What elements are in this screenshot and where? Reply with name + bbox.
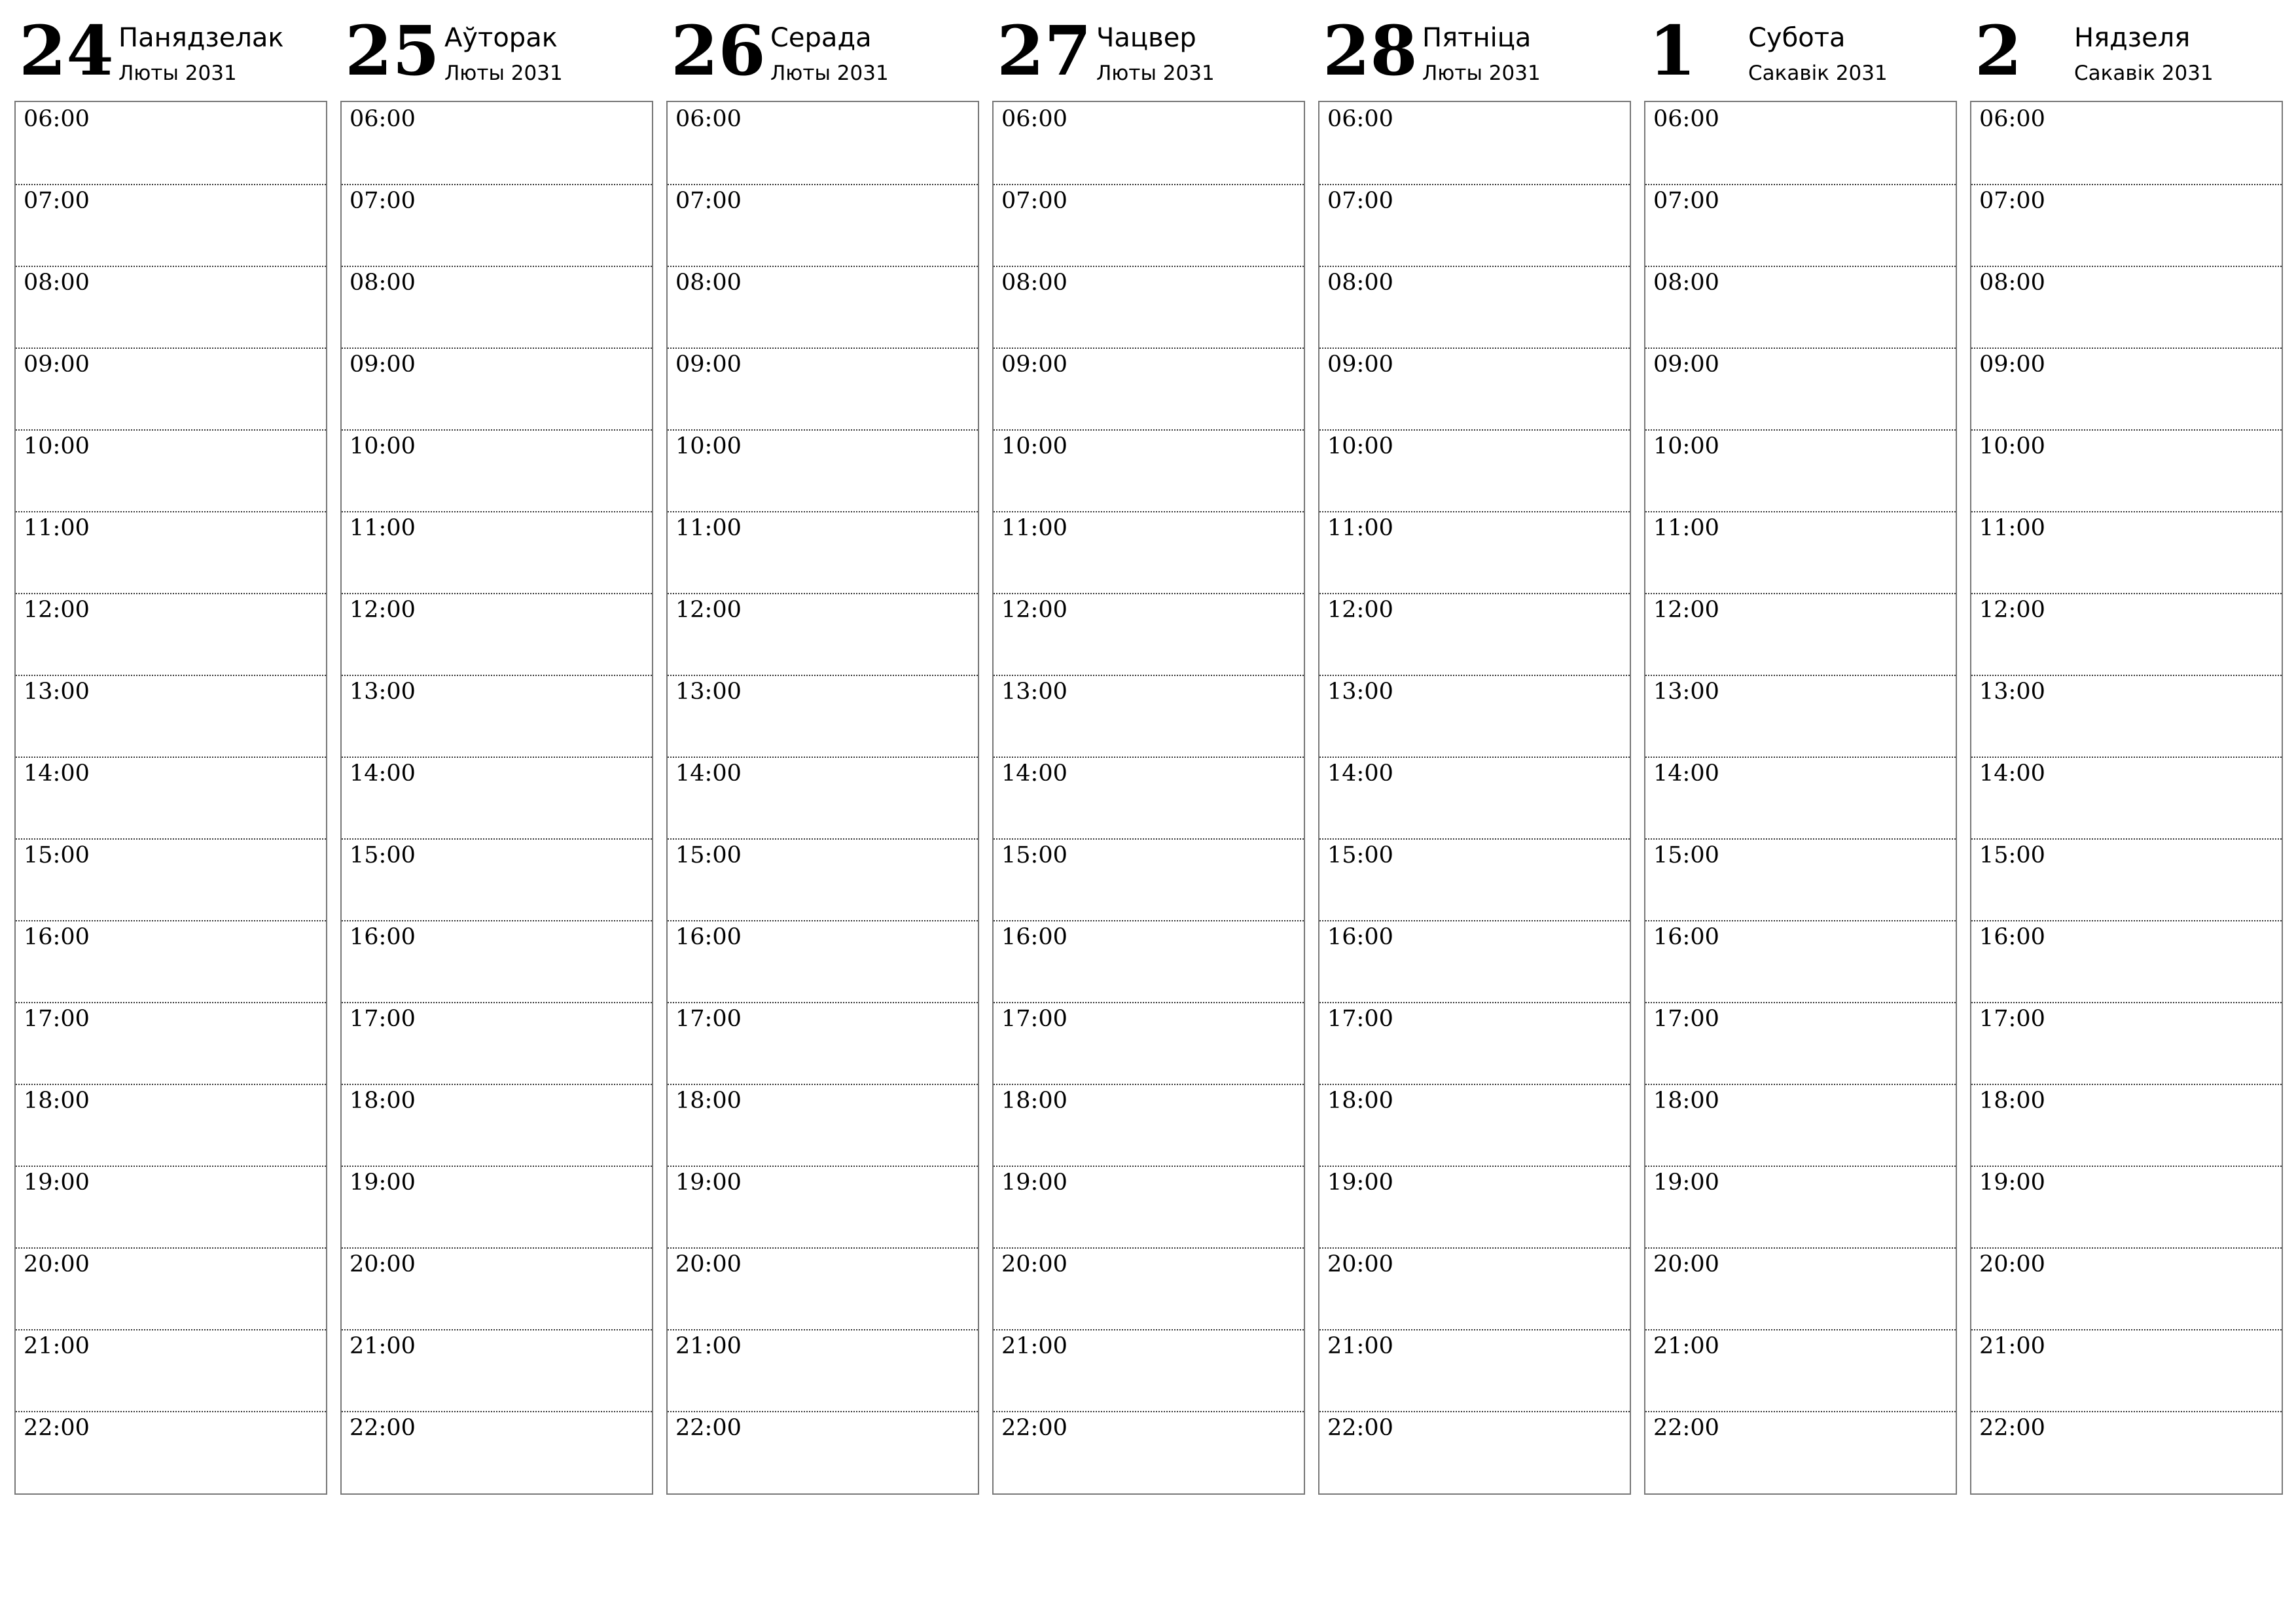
time-slot[interactable] [1319, 757, 1630, 840]
time-label: 12:00 [1001, 597, 1067, 623]
time-slot[interactable] [1319, 429, 1630, 512]
time-slot[interactable] [16, 1247, 326, 1330]
time-slot[interactable] [1645, 429, 1956, 512]
time-slot[interactable] [994, 511, 1304, 594]
time-label: 11:00 [1001, 515, 1067, 541]
time-slot[interactable] [1645, 838, 1956, 921]
time-label: 20:00 [1979, 1251, 2045, 1277]
time-label: 09:00 [24, 351, 90, 378]
time-slot[interactable] [1645, 1166, 1956, 1249]
time-label: 11:00 [1979, 515, 2045, 541]
time-label: 18:00 [1979, 1088, 2045, 1114]
time-label: 16:00 [675, 924, 742, 950]
time-label: 21:00 [675, 1333, 742, 1359]
time-label: 06:00 [675, 106, 742, 132]
time-slot[interactable] [1645, 1329, 1956, 1412]
time-label: 20:00 [24, 1251, 90, 1277]
time-slot[interactable] [668, 757, 978, 840]
time-slot[interactable] [1645, 920, 1956, 1003]
time-label: 11:00 [350, 515, 416, 541]
time-label: 17:00 [675, 1006, 742, 1032]
time-label: 13:00 [1979, 679, 2045, 705]
time-label: 21:00 [350, 1333, 416, 1359]
time-label: 07:00 [675, 188, 742, 214]
time-label: 13:00 [24, 679, 90, 705]
time-slot[interactable] [342, 429, 652, 512]
time-slot[interactable] [16, 184, 326, 267]
time-label: 17:00 [1653, 1006, 1719, 1032]
time-label: 20:00 [350, 1251, 416, 1277]
time-label: 13:00 [675, 679, 742, 705]
time-slot[interactable] [1971, 838, 2282, 921]
time-label: 15:00 [350, 842, 416, 868]
time-label: 11:00 [1327, 515, 1393, 541]
time-slot[interactable] [994, 1247, 1304, 1330]
day-number: 24 [19, 10, 114, 91]
time-label: 13:00 [1001, 679, 1067, 705]
time-slot[interactable] [16, 1166, 326, 1249]
time-label: 14:00 [1979, 760, 2045, 787]
time-label: 12:00 [1979, 597, 2045, 623]
time-slot[interactable] [1971, 511, 2282, 594]
time-slot[interactable] [16, 348, 326, 431]
time-label: 16:00 [24, 924, 90, 950]
day-header [1970, 0, 2283, 98]
time-slot[interactable] [342, 511, 652, 594]
time-label: 19:00 [24, 1169, 90, 1196]
time-slot[interactable] [16, 1329, 326, 1412]
time-label: 10:00 [1327, 433, 1393, 459]
time-label: 16:00 [1327, 924, 1393, 950]
time-slot[interactable] [1645, 1247, 1956, 1330]
time-slot[interactable] [1645, 757, 1956, 840]
day-number: 28 [1323, 10, 1418, 91]
time-slot[interactable] [1971, 102, 2282, 185]
month-year: Люты 2031 [118, 62, 237, 85]
time-slot[interactable] [16, 593, 326, 676]
time-slot[interactable] [1319, 266, 1630, 349]
time-label: 08:00 [675, 270, 742, 296]
time-label: 12:00 [1653, 597, 1719, 623]
time-label: 11:00 [24, 515, 90, 541]
time-label: 10:00 [1653, 433, 1719, 459]
time-label: 22:00 [675, 1415, 742, 1441]
time-slot[interactable] [668, 102, 978, 185]
time-slot[interactable] [1971, 1329, 2282, 1412]
time-slot[interactable] [342, 593, 652, 676]
time-slot[interactable] [994, 429, 1304, 512]
time-label: 06:00 [350, 106, 416, 132]
time-slot[interactable] [1971, 675, 2282, 758]
time-label: 13:00 [1327, 679, 1393, 705]
time-slot[interactable] [1971, 1002, 2282, 1085]
time-label: 20:00 [1653, 1251, 1719, 1277]
month-year: Сакавік 2031 [1748, 62, 1888, 85]
weekday-name: Нядзеля [2074, 23, 2191, 53]
time-slot[interactable] [16, 511, 326, 594]
time-label: 07:00 [1001, 188, 1067, 214]
time-label: 09:00 [1979, 351, 2045, 378]
time-slot[interactable] [668, 266, 978, 349]
time-slot[interactable] [994, 1166, 1304, 1249]
time-label: 06:00 [1327, 106, 1393, 132]
time-slot[interactable] [1645, 1411, 1956, 1493]
time-slot[interactable] [1319, 1247, 1630, 1330]
day-header [666, 0, 979, 98]
weekday-name: Чацвер [1096, 23, 1196, 53]
time-label: 09:00 [350, 351, 416, 378]
weekday-name: Серада [770, 23, 872, 53]
time-slot[interactable] [668, 184, 978, 267]
time-label: 13:00 [1653, 679, 1719, 705]
time-slot[interactable] [668, 593, 978, 676]
time-label: 20:00 [1327, 1251, 1393, 1277]
weekday-name: Субота [1748, 23, 1846, 53]
time-label: 22:00 [1001, 1415, 1067, 1441]
time-label: 16:00 [1979, 924, 2045, 950]
time-slot[interactable] [668, 1002, 978, 1085]
time-slot[interactable] [1319, 1411, 1630, 1493]
time-label: 08:00 [24, 270, 90, 296]
day-header [1318, 0, 1631, 98]
day-number: 2 [1975, 10, 2022, 91]
day-header [14, 0, 327, 98]
time-slot[interactable] [994, 1002, 1304, 1085]
time-label: 14:00 [1327, 760, 1393, 787]
time-label: 18:00 [1001, 1088, 1067, 1114]
time-label: 18:00 [1327, 1088, 1393, 1114]
time-slot[interactable] [342, 675, 652, 758]
time-label: 19:00 [1327, 1169, 1393, 1196]
time-label: 17:00 [1979, 1006, 2045, 1032]
time-slot[interactable] [16, 429, 326, 512]
time-label: 19:00 [1653, 1169, 1719, 1196]
time-label: 17:00 [24, 1006, 90, 1032]
time-slot[interactable] [994, 757, 1304, 840]
time-slot[interactable] [668, 838, 978, 921]
time-slot[interactable] [668, 1247, 978, 1330]
day-header [1644, 0, 1957, 98]
month-year: Люты 2031 [1422, 62, 1541, 85]
time-label: 17:00 [1001, 1006, 1067, 1032]
time-slot[interactable] [1971, 429, 2282, 512]
time-slot[interactable] [342, 757, 652, 840]
time-slot[interactable] [1971, 184, 2282, 267]
time-label: 08:00 [350, 270, 416, 296]
time-label: 20:00 [675, 1251, 742, 1277]
time-slot[interactable] [1971, 920, 2282, 1003]
time-label: 06:00 [1653, 106, 1719, 132]
time-label: 22:00 [350, 1415, 416, 1441]
day-header [340, 0, 653, 98]
time-label: 09:00 [1327, 351, 1393, 378]
time-slot[interactable] [1319, 1329, 1630, 1412]
time-label: 13:00 [350, 679, 416, 705]
day-header [992, 0, 1305, 98]
time-label: 14:00 [24, 760, 90, 787]
time-label: 21:00 [1001, 1333, 1067, 1359]
time-slot[interactable] [1971, 1247, 2282, 1330]
time-label: 21:00 [1653, 1333, 1719, 1359]
time-label: 18:00 [350, 1088, 416, 1114]
weekday-name: Панядзелак [118, 23, 284, 53]
time-slot[interactable] [668, 429, 978, 512]
time-slot[interactable] [1319, 1002, 1630, 1085]
time-label: 12:00 [675, 597, 742, 623]
time-label: 09:00 [1653, 351, 1719, 378]
time-slot[interactable] [1971, 1084, 2282, 1167]
time-slot[interactable] [668, 348, 978, 431]
hour-grid [1970, 101, 2283, 1495]
time-slot[interactable] [1971, 348, 2282, 431]
time-label: 15:00 [24, 842, 90, 868]
time-label: 09:00 [1001, 351, 1067, 378]
time-slot[interactable] [342, 1329, 652, 1412]
time-slot[interactable] [1971, 1166, 2282, 1249]
weekday-name: Аўторак [444, 23, 558, 53]
time-slot[interactable] [994, 1084, 1304, 1167]
time-label: 07:00 [1979, 188, 2045, 214]
time-slot[interactable] [16, 1002, 326, 1085]
time-label: 12:00 [1327, 597, 1393, 623]
time-label: 10:00 [24, 433, 90, 459]
time-label: 10:00 [675, 433, 742, 459]
time-label: 08:00 [1001, 270, 1067, 296]
time-label: 06:00 [1979, 106, 2045, 132]
hour-grid [1318, 101, 1631, 1495]
time-slot[interactable] [668, 1084, 978, 1167]
time-label: 20:00 [1001, 1251, 1067, 1277]
time-slot[interactable] [1971, 593, 2282, 676]
time-slot[interactable] [1319, 1166, 1630, 1249]
time-label: 21:00 [24, 1333, 90, 1359]
time-label: 07:00 [350, 188, 416, 214]
hour-grid [14, 101, 327, 1495]
hour-grid [666, 101, 979, 1495]
time-slot[interactable] [342, 1247, 652, 1330]
time-label: 19:00 [1979, 1169, 2045, 1196]
month-year: Люты 2031 [444, 62, 563, 85]
time-label: 11:00 [675, 515, 742, 541]
time-label: 14:00 [1001, 760, 1067, 787]
time-label: 18:00 [1653, 1088, 1719, 1114]
time-slot[interactable] [16, 1411, 326, 1493]
time-slot[interactable] [16, 838, 326, 921]
time-slot[interactable] [994, 184, 1304, 267]
time-label: 19:00 [350, 1169, 416, 1196]
time-label: 22:00 [1979, 1415, 2045, 1441]
time-label: 12:00 [24, 597, 90, 623]
time-slot[interactable] [668, 1329, 978, 1412]
time-slot[interactable] [1319, 102, 1630, 185]
time-slot[interactable] [342, 920, 652, 1003]
time-slot[interactable] [342, 266, 652, 349]
time-slot[interactable] [994, 920, 1304, 1003]
time-slot[interactable] [1319, 593, 1630, 676]
time-label: 22:00 [1327, 1415, 1393, 1441]
time-slot[interactable] [1319, 511, 1630, 594]
day-number: 26 [671, 10, 766, 91]
time-slot[interactable] [994, 1329, 1304, 1412]
time-slot[interactable] [1319, 184, 1630, 267]
time-slot[interactable] [668, 675, 978, 758]
time-slot[interactable] [994, 593, 1304, 676]
time-slot[interactable] [1971, 266, 2282, 349]
time-slot[interactable] [342, 1411, 652, 1493]
time-label: 16:00 [1653, 924, 1719, 950]
time-slot[interactable] [994, 348, 1304, 431]
time-slot[interactable] [1645, 511, 1956, 594]
time-slot[interactable] [994, 675, 1304, 758]
time-label: 15:00 [1327, 842, 1393, 868]
time-label: 07:00 [1653, 188, 1719, 214]
time-label: 07:00 [1327, 188, 1393, 214]
time-label: 06:00 [1001, 106, 1067, 132]
time-label: 10:00 [1979, 433, 2045, 459]
time-slot[interactable] [16, 102, 326, 185]
time-label: 15:00 [1001, 842, 1067, 868]
time-label: 09:00 [675, 351, 742, 378]
hour-grid [992, 101, 1305, 1495]
time-slot[interactable] [668, 920, 978, 1003]
time-label: 22:00 [24, 1415, 90, 1441]
time-label: 19:00 [1001, 1169, 1067, 1196]
time-slot[interactable] [1971, 1411, 2282, 1493]
time-label: 07:00 [24, 188, 90, 214]
day-number: 27 [997, 10, 1092, 91]
time-slot[interactable] [16, 920, 326, 1003]
time-slot[interactable] [342, 184, 652, 267]
time-label: 21:00 [1327, 1333, 1393, 1359]
time-label: 10:00 [350, 433, 416, 459]
time-slot[interactable] [342, 838, 652, 921]
time-slot[interactable] [1645, 266, 1956, 349]
day-number: 1 [1649, 10, 1696, 91]
time-slot[interactable] [1319, 348, 1630, 431]
time-slot[interactable] [1319, 920, 1630, 1003]
time-label: 19:00 [675, 1169, 742, 1196]
hour-grid [340, 101, 653, 1495]
time-slot[interactable] [994, 838, 1304, 921]
time-slot[interactable] [1645, 1002, 1956, 1085]
time-label: 22:00 [1653, 1415, 1719, 1441]
time-label: 08:00 [1653, 270, 1719, 296]
month-year: Люты 2031 [1096, 62, 1215, 85]
time-slot[interactable] [1319, 675, 1630, 758]
time-slot[interactable] [1645, 102, 1956, 185]
time-slot[interactable] [1319, 838, 1630, 921]
time-slot[interactable] [342, 102, 652, 185]
time-slot[interactable] [342, 1166, 652, 1249]
time-label: 17:00 [350, 1006, 416, 1032]
time-label: 08:00 [1327, 270, 1393, 296]
time-label: 14:00 [1653, 760, 1719, 787]
time-label: 14:00 [675, 760, 742, 787]
time-label: 15:00 [675, 842, 742, 868]
time-slot[interactable] [1971, 757, 2282, 840]
time-slot[interactable] [1645, 593, 1956, 676]
time-label: 06:00 [24, 106, 90, 132]
time-slot[interactable] [1645, 1084, 1956, 1167]
time-slot[interactable] [1645, 675, 1956, 758]
time-slot[interactable] [994, 1411, 1304, 1493]
time-label: 16:00 [1001, 924, 1067, 950]
hour-grid [1644, 101, 1957, 1495]
time-slot[interactable] [342, 1002, 652, 1085]
time-slot[interactable] [1319, 1084, 1630, 1167]
time-label: 10:00 [1001, 433, 1067, 459]
month-year: Люты 2031 [770, 62, 889, 85]
time-slot[interactable] [342, 1084, 652, 1167]
time-slot[interactable] [994, 102, 1304, 185]
time-label: 11:00 [1653, 515, 1719, 541]
time-label: 18:00 [24, 1088, 90, 1114]
time-slot[interactable] [16, 1084, 326, 1167]
time-label: 08:00 [1979, 270, 2045, 296]
month-year: Сакавік 2031 [2074, 62, 2214, 85]
time-slot[interactable] [994, 266, 1304, 349]
time-label: 15:00 [1979, 842, 2045, 868]
time-slot[interactable] [1645, 184, 1956, 267]
time-slot[interactable] [668, 1166, 978, 1249]
day-number: 25 [345, 10, 440, 91]
time-slot[interactable] [16, 675, 326, 758]
weekday-name: Пятніца [1422, 23, 1532, 53]
time-label: 17:00 [1327, 1006, 1393, 1032]
time-slot[interactable] [668, 1411, 978, 1493]
time-label: 16:00 [350, 924, 416, 950]
time-slot[interactable] [16, 266, 326, 349]
time-slot[interactable] [16, 757, 326, 840]
time-label: 14:00 [350, 760, 416, 787]
time-label: 18:00 [675, 1088, 742, 1114]
time-label: 12:00 [350, 597, 416, 623]
time-label: 15:00 [1653, 842, 1719, 868]
time-slot[interactable] [342, 348, 652, 431]
time-label: 21:00 [1979, 1333, 2045, 1359]
time-slot[interactable] [668, 511, 978, 594]
time-slot[interactable] [1645, 348, 1956, 431]
